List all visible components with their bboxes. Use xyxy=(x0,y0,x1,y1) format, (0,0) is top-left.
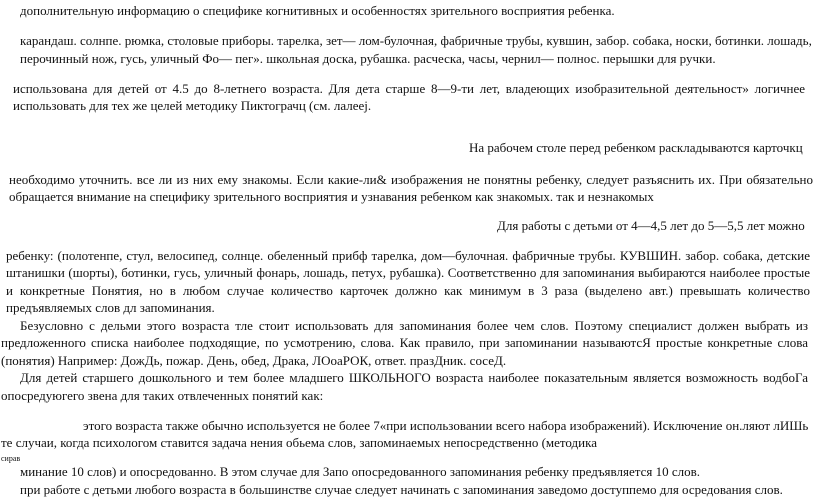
text-line: использована для детей от 4.5 до 8-летнего возраста. Для дета старше 8—9-ти лет, владеющих изобразительной деятельност» логичнее xyxy=(13,81,805,96)
text-line: Для работы с детьми от 4—4,5 лет до 5—5,5 лет можно xyxy=(497,218,805,233)
text-line: карандаш. солнпе. рюмка, столовые приборы. тарелка, зет— лом-булочная, фабричные трубы, кувшин, забор. собака, носки, ботинки. лошадь, xyxy=(20,33,812,48)
text-line: (понятия) Например: ДожДь, пожар. День, обед, Драка, ЛОоаРОК, ответ. празДник. сосеД. xyxy=(1,353,507,368)
text-line: предложенного списка наиболее подходящие, по усмотрению, слова. Как правило, при запоминании называютсЯ простые конкретные слова xyxy=(1,335,808,350)
text-line: На рабочем столе перед ребенком раскладываются карточкц xyxy=(469,140,803,155)
text-line: обращается внимание на специфику зрительного восприятия и узнавания ребенком как знакомых. так и незнакомых xyxy=(9,189,654,204)
text-line: минание 10 слов) и опосредованно. В этом случае для Запо опосредованного запоминания ребенку предъявляется 10 слов. xyxy=(20,464,700,479)
text-line: опосредуюгего звена для таких отвлеченных понятий как: xyxy=(1,388,324,403)
text-line: ребенку: (полотенпе, стул, велосипед, солнце. обеленный прибф тарелка, дом—булочная. фабричные трубы. КУВШИН. забор. собака, детские xyxy=(6,248,810,263)
text-line: Безусловно с дельми этого возраста тле стоит использовать для запоминания более чем слов. Поэтому специалист должен выбрать из xyxy=(20,318,808,333)
text-line: при работе с детьми любого возраста в большинстве случае следует начинать с запоминания заведомо доступпемо для осредования слов. xyxy=(20,482,783,497)
text-line: штанишки (шорты), ботинки, гусь, уличный фонарь, лошадь, петух, рубашка). Соответственно для запоминания выбираются наиболее простые xyxy=(6,265,810,280)
text-line: и конкретные Понятия, но в любом случае количество карточек должно как минимум в 3 раза (выделено авт.) превышать количество xyxy=(6,283,810,298)
text-line: Для детей старшего дошкольного и тем более младшего ШКОЛЬНОГО возраста наиболее показательным является возможность водбоГа xyxy=(20,370,808,385)
text-line: предъявляемых слов дл запоминания. xyxy=(6,300,215,315)
text-line: необходимо уточнить. все ли из них ему знакомы. Если какие-ли& изображения не понятны ребенку, следует разъяснить их. При обязательно xyxy=(9,172,813,187)
text-line: дополнительную информацию о специфике когнитивных и особенностях зрительного восприятия ребенка. xyxy=(20,3,615,18)
text-line: этого возраста также обычно используется не более 7«при использовании всего набора изображений). Исключение он.ляют лИШь xyxy=(83,418,809,433)
text-line: перочинный нож, гусь, уличный Фо— пег». школьная доска, рубашка. расческа, часы, чернил— полнос. перышки для ручки. xyxy=(20,51,716,66)
text-line: использовать для тех же целей методику Пиктограчц (см. лалеej. xyxy=(13,98,372,113)
text-fragment: сирав xyxy=(1,454,21,463)
text-line: те случаи, когда психологом ставится задача нения обьема слов, запоминаемых непосредственно (методика xyxy=(1,435,598,450)
